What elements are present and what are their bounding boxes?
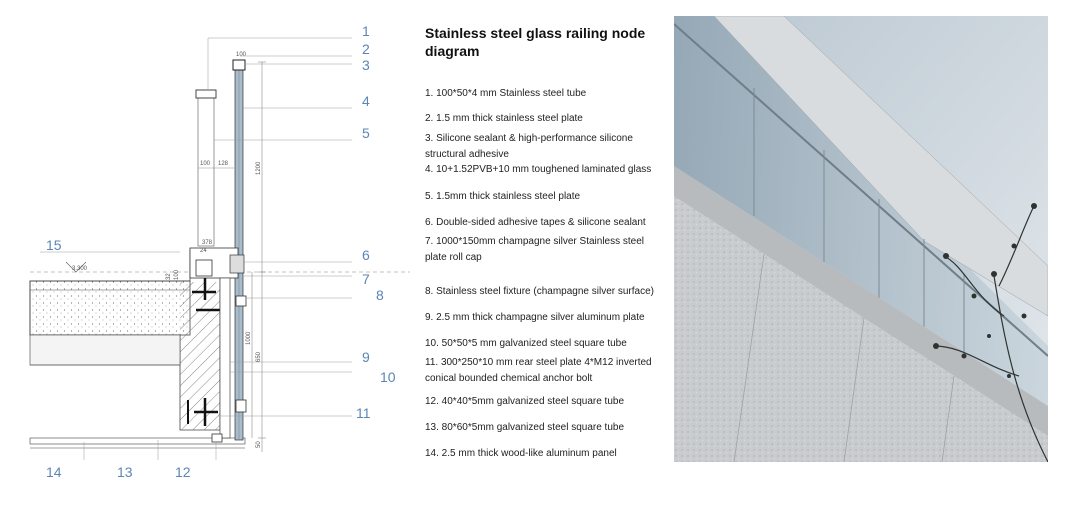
callout-4: 4 — [362, 93, 370, 109]
edge-beam-hatch — [180, 282, 220, 430]
note-item: 8. Stainless steel fixture (champagne silver surface) — [425, 286, 654, 297]
dim-24: 24 — [200, 248, 207, 254]
leaf — [991, 271, 997, 277]
note-item: 3. Silicone sealant & high-performance silicone structural adhesive — [425, 133, 633, 160]
note-item: 14. 2.5 mm thick wood-like aluminum panel — [425, 448, 617, 459]
leaf — [943, 253, 949, 259]
callout-5: 5 — [362, 125, 370, 141]
callout-15: 15 — [46, 237, 62, 253]
leaf — [1007, 374, 1011, 378]
callout-12: 12 — [175, 464, 191, 480]
slab-soffit — [30, 335, 180, 365]
note-item: 9. 2.5 mm thick champagne silver aluminum plate — [425, 312, 645, 323]
node-section-drawing — [0, 0, 420, 520]
leaf — [1031, 203, 1037, 209]
stainless-handrail-tube — [233, 60, 245, 70]
dim-32: 32 — [166, 273, 172, 280]
callout-13: 13 — [117, 464, 133, 480]
note-item: 2. 1.5 mm thick stainless steel plate — [425, 113, 583, 124]
callout-10: 10 — [380, 369, 396, 385]
bottom-bracket — [212, 434, 222, 442]
diagram-title: Stainless steel glass railing node diagram — [425, 25, 646, 59]
level-dimension: 3.300 — [72, 266, 88, 272]
railing-photo — [674, 16, 1048, 462]
floor-slab-concrete — [30, 281, 190, 335]
note-item: 13. 80*60*5mm galvanized steel square tube — [425, 422, 625, 433]
leaf — [987, 334, 991, 338]
aluminum-cladding — [220, 278, 230, 438]
leaf — [933, 343, 939, 349]
callout-14: 14 — [46, 464, 62, 480]
note-item: 12. 40*40*5mm galvanized steel square tube — [425, 396, 625, 407]
callout-1: 1 — [362, 23, 370, 39]
square-tube-50 — [196, 260, 212, 276]
post-cap — [196, 90, 216, 98]
callout-8: 8 — [376, 287, 384, 303]
note-item: 11. 300*250*10 mm rear steel plate 4*M12 inverted conical bounded chemical anchor bolt — [425, 357, 652, 384]
callout-9: 9 — [362, 349, 370, 365]
leaf — [972, 294, 977, 299]
legend-panel — [425, 24, 665, 459]
dim-650: 650 — [256, 351, 262, 362]
lower-fixture — [236, 400, 246, 412]
dim-50: 50 — [256, 441, 262, 448]
callout-7: 7 — [362, 271, 370, 287]
stainless-plate-post — [198, 96, 214, 246]
note-item: 4. 10+1.52PVB+10 mm toughened laminated glass — [425, 164, 652, 175]
callout-2: 2 — [362, 41, 370, 57]
note-item: 1. 100*50*4 mm Stainless steel tube — [425, 88, 587, 99]
callout-11: 11 — [356, 405, 371, 421]
callout-6: 6 — [362, 247, 370, 263]
dim-1000: 1000 — [246, 331, 252, 345]
note-item: 5. 1.5mm thick stainless steel plate — [425, 191, 581, 202]
note-item: 10. 50*50*5 mm galvanized steel square tube — [425, 338, 627, 349]
dim-378: 378 — [202, 240, 213, 246]
stainless-fixture — [236, 296, 246, 306]
dim-100-left: 100 — [174, 269, 180, 280]
note-item: 6. Double-sided adhesive tapes & silicone sealant — [425, 217, 646, 228]
dim-100: 100 — [200, 161, 211, 167]
leaf — [1022, 314, 1027, 319]
dim-128: 128 — [218, 161, 229, 167]
roll-cap — [230, 255, 244, 273]
leaf — [962, 354, 967, 359]
dim-1200: 1200 — [256, 161, 262, 175]
callout-3: 3 — [362, 57, 370, 73]
leaf — [1012, 244, 1017, 249]
note-item: 7. 1000*150mm champagne silver Stainless steel plate roll cap — [425, 236, 645, 263]
dim-100-glass: 100 — [236, 52, 247, 58]
